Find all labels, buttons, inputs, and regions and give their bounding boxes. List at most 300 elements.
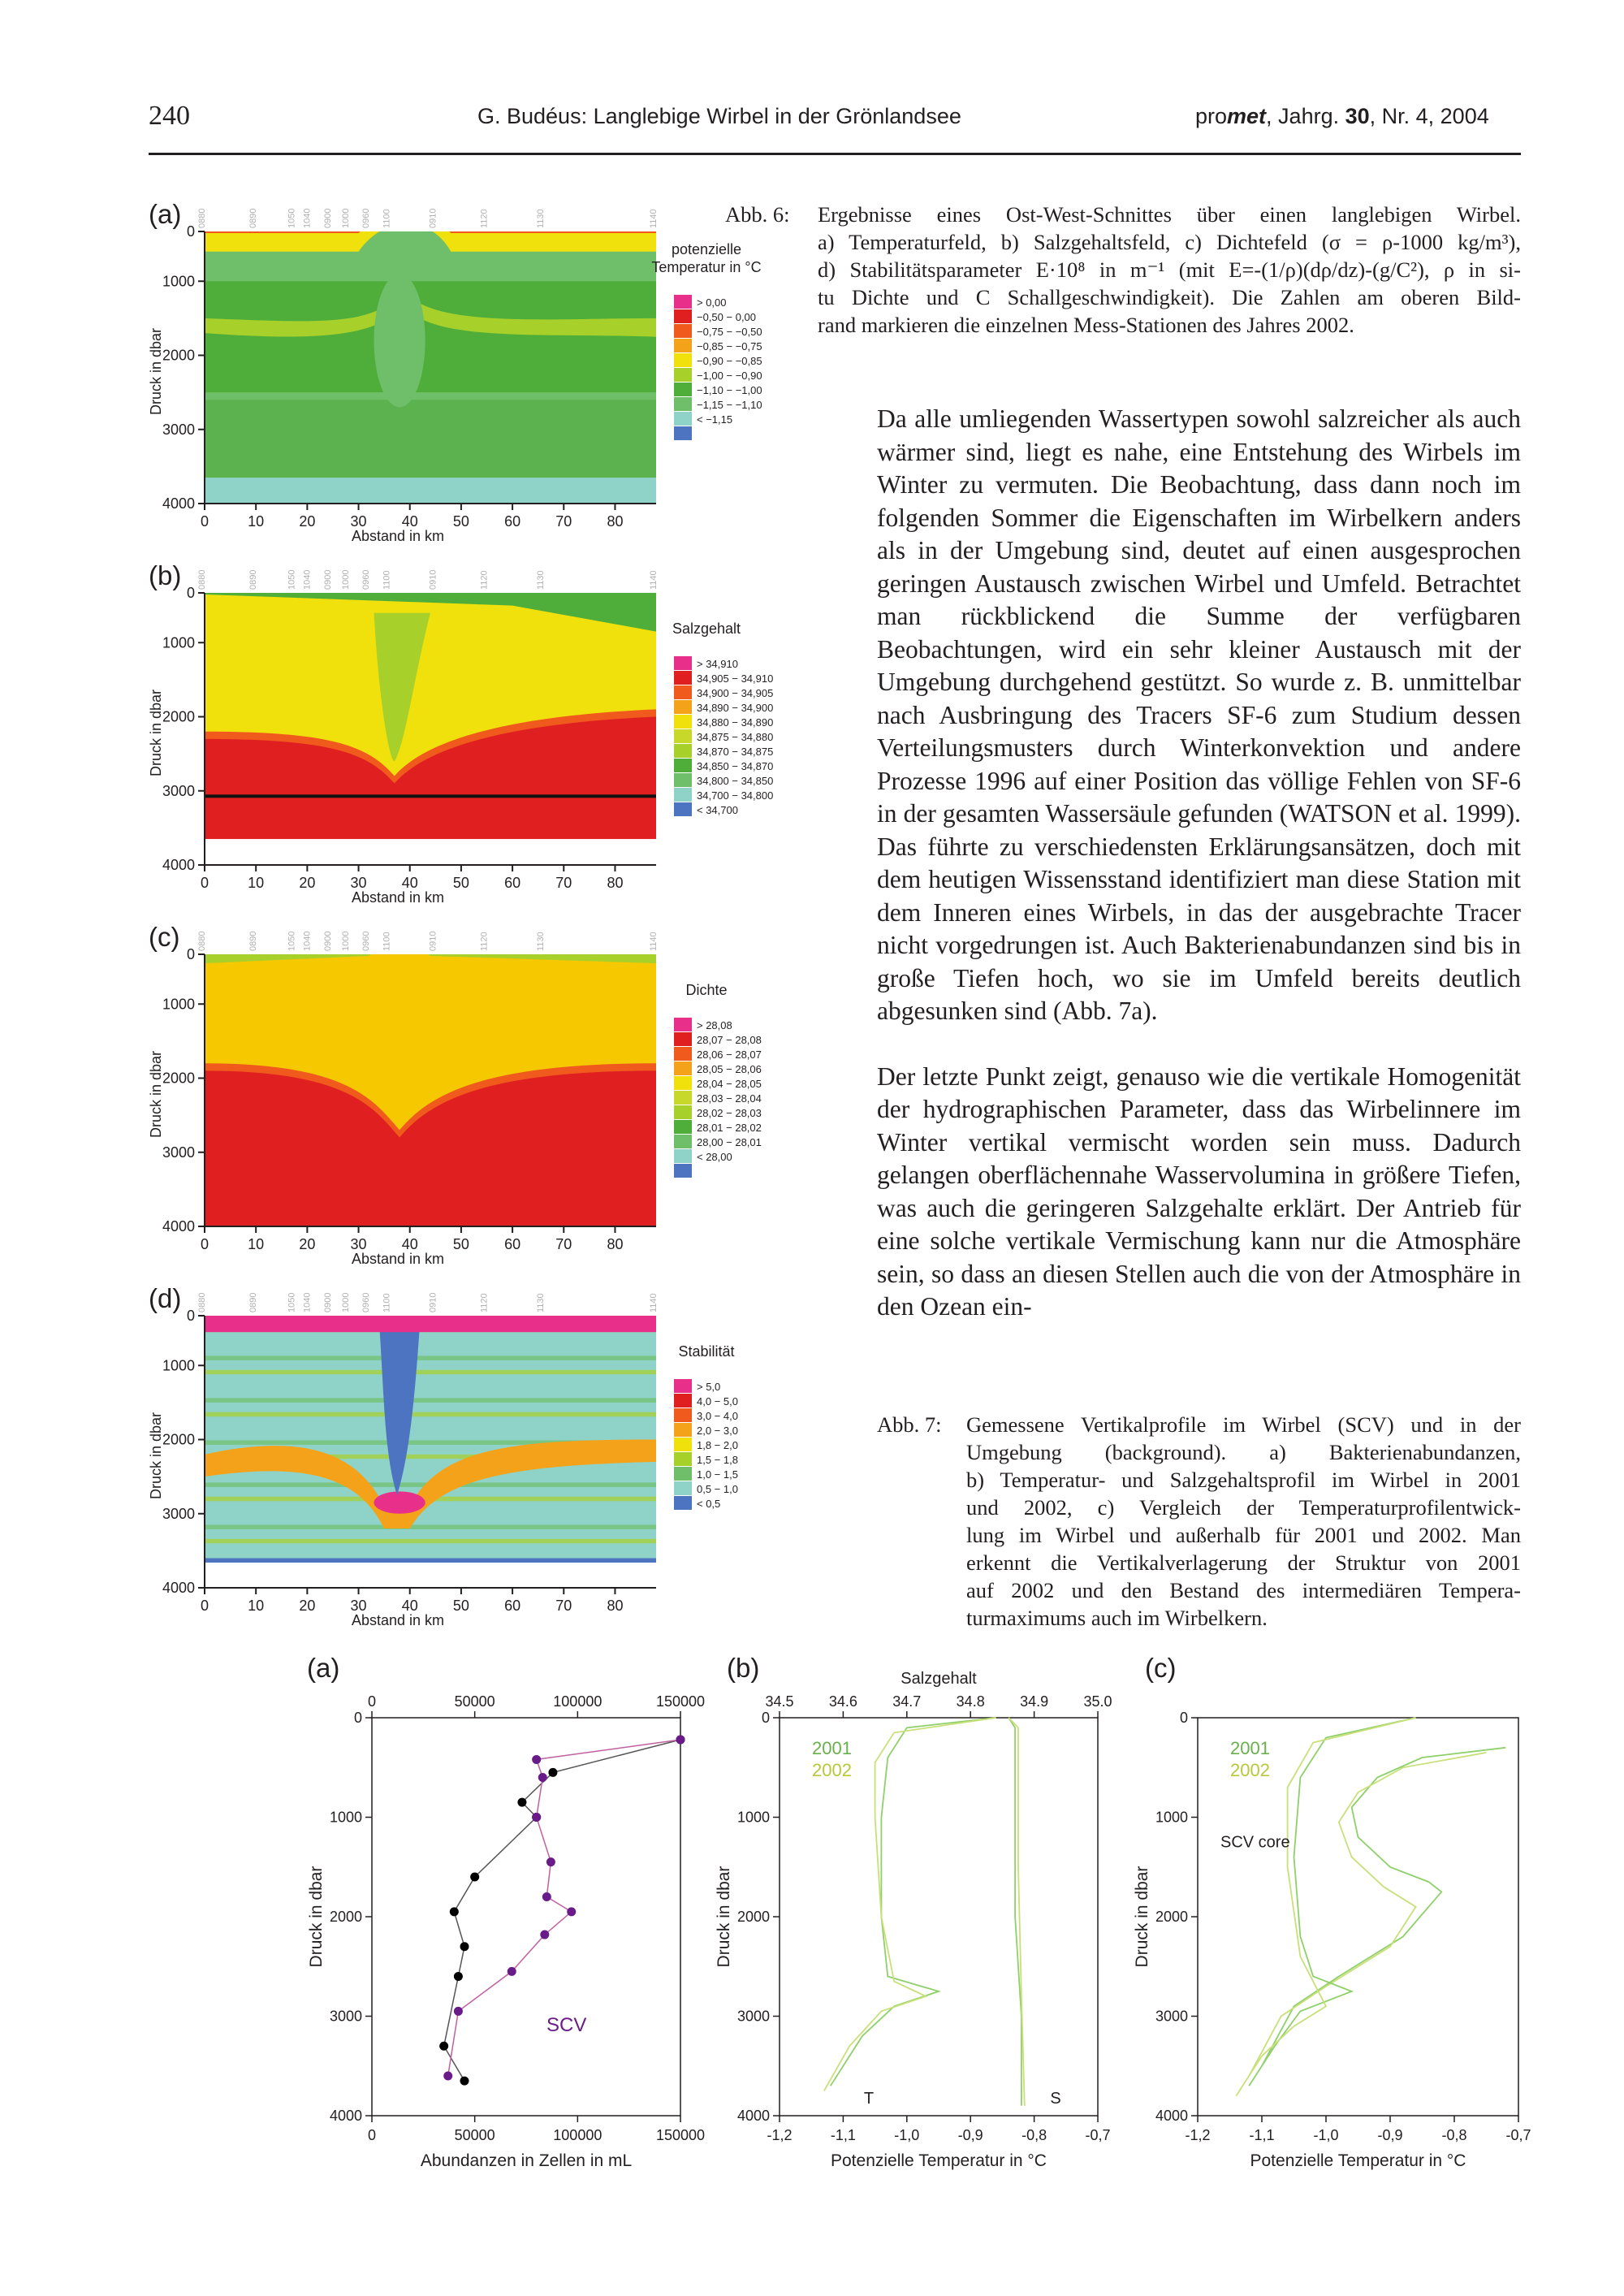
legend-swatch <box>674 1032 692 1046</box>
caption-line: Umgebung (background). a) Bakterienabundanzen, <box>966 1440 1521 1464</box>
x-tick-label: 60 <box>504 1236 521 1252</box>
station-label: 1130 <box>536 1293 546 1312</box>
stability-band <box>205 1524 656 1529</box>
legend-entry: 28,06 − 28,07 <box>697 1049 762 1061</box>
caption-line: d) Stabilitätsparameter E·10⁸ in m⁻¹ (mit E=-(1/ρ)(dρ/dz)-(g/C²), ρ in si- <box>818 257 1521 282</box>
y-tick-label: 3000 <box>162 782 195 799</box>
station-label: 1050 <box>287 931 297 951</box>
legend-entry: −1,15 − −1,10 <box>697 399 762 411</box>
y-tick-label: 1000 <box>162 996 195 1013</box>
field-mid <box>205 281 656 392</box>
journal-italic: met <box>1227 104 1267 128</box>
station-label: 0960 <box>361 931 372 951</box>
station-label: 1140 <box>649 1293 659 1312</box>
x-tick-label: 50 <box>452 1598 469 1614</box>
legend-swatch <box>674 412 692 426</box>
x-tick-label: 10 <box>248 1236 265 1252</box>
x-tick-label: 20 <box>299 875 316 891</box>
section-panel-3 <box>148 1283 738 1628</box>
x-tick-label: -1,0 <box>1313 2127 1339 2143</box>
legend-swatch <box>674 309 692 323</box>
legend-entry: 1,8 − 2,0 <box>697 1439 738 1451</box>
x-top-tick-label: 150000 <box>655 1693 706 1710</box>
station-label: 1040 <box>302 208 313 228</box>
station-label: 0910 <box>428 569 438 590</box>
caption-line: Ergebnisse eines Ost-West-Schnittes über einen langlebigen Wirbel. <box>818 202 1521 227</box>
x2-tick-label: 34.5 <box>765 1693 794 1710</box>
y-tick-label: 2000 <box>162 708 195 725</box>
legend-entry: −1,10 − −1,00 <box>697 384 762 396</box>
y-axis-label: Druck in dbar <box>1133 1866 1151 1968</box>
annotation-scv: SCV <box>546 2013 587 2036</box>
legend-entry: −0,75 − −0,50 <box>697 326 762 338</box>
x-tick-label: 10 <box>248 513 265 530</box>
contour-line <box>205 794 656 798</box>
legend-entry: < −1,15 <box>697 413 733 426</box>
x-tick-label: 0 <box>367 2127 377 2143</box>
running-title: G. Budéus: Langlebige Wirbel in der Grönlandsee <box>477 104 961 128</box>
y-tick-label: 0 <box>1179 1710 1188 1726</box>
caption-line: rand markieren die einzelnen Mess-Stationen des Jahres 2002. <box>818 313 1354 337</box>
legend-swatch <box>674 1481 692 1495</box>
x-axis-label: Abundanzen in Zellen in mL <box>420 2151 633 2170</box>
legend-entry: > 28,08 <box>697 1019 732 1031</box>
station-label: 1040 <box>302 1292 313 1312</box>
legend-entry: −0,50 − 0,00 <box>697 311 757 323</box>
stability-band <box>205 1511 656 1515</box>
section-panel-2 <box>148 922 762 1267</box>
station-label: 0900 <box>322 931 333 951</box>
x-tick-label: -0,8 <box>1441 2127 1467 2143</box>
x-tick-label: 30 <box>350 875 367 891</box>
legend-entry: 34,875 − 34,880 <box>697 731 774 743</box>
caption-line: erkennt die Vertikalverlagerung der Struktur von 2001 <box>966 1550 1521 1575</box>
panel-letter: (a) <box>149 199 182 229</box>
legend-entry: 34,800 − 34,850 <box>697 775 774 787</box>
station-label: 1050 <box>287 569 297 590</box>
data-point <box>450 1907 459 1916</box>
legend-2002: 2002 <box>1230 1760 1270 1780</box>
y-tick-label: 3000 <box>162 421 195 438</box>
x-tick-label: -1,0 <box>894 2127 920 2143</box>
y-tick-label: 4000 <box>1155 2108 1188 2124</box>
curve-label-T: T <box>863 2090 875 2108</box>
stability-band <box>205 1342 656 1346</box>
y-tick-label: 1000 <box>1155 1809 1188 1826</box>
figure-6-svg <box>0 0 812 1641</box>
legend-swatch <box>674 1423 692 1437</box>
station-label: 0910 <box>428 931 438 951</box>
vortex-core <box>374 274 425 407</box>
station-label: 1050 <box>287 1292 297 1312</box>
caption-line: lung im Wirbel und außerhalb für 2001 und 2002. Man <box>966 1523 1521 1547</box>
x-axis-label: Abstand in km <box>351 1251 445 1267</box>
profile-chart-2 <box>1133 1653 1531 2170</box>
y-tick-label: 2000 <box>736 1909 770 1925</box>
legend-swatch <box>674 1091 692 1105</box>
data-point <box>460 1942 469 1951</box>
legend-entry: 34,700 − 34,800 <box>697 789 774 802</box>
legend-swatch <box>674 729 692 743</box>
panel-letter: (c) <box>1145 1653 1177 1683</box>
y-tick-label: 0 <box>186 223 195 240</box>
legend-entry: > 0,00 <box>697 296 727 309</box>
figure-6-caption <box>725 201 1521 355</box>
y-tick-label: 4000 <box>162 495 195 512</box>
y-tick-label: 2000 <box>162 1431 195 1448</box>
station-label: 1130 <box>536 570 546 590</box>
station-label: 1040 <box>302 931 313 951</box>
legend-entry: 28,04 − 28,05 <box>697 1078 762 1090</box>
x-axis-label: Abstand in km <box>351 1612 445 1628</box>
station-label: 1140 <box>649 932 659 951</box>
data-point <box>676 1735 685 1744</box>
legend-swatch <box>674 788 692 802</box>
station-label: 1000 <box>340 208 351 228</box>
x2-tick-label: 35.0 <box>1083 1693 1112 1710</box>
y-axis-label: Druck in dbar <box>307 1866 326 1968</box>
profile-chart-0 <box>307 1653 705 2170</box>
y-tick-label: 0 <box>186 946 195 962</box>
field-bottom <box>205 839 656 865</box>
profile-chart-1 <box>715 1653 1112 2170</box>
station-label: 0880 <box>197 208 207 228</box>
station-label: 0910 <box>428 208 438 228</box>
legend-entry: 0,5 − 1,0 <box>697 1483 738 1495</box>
legend-swatch <box>674 1076 692 1090</box>
legend-entry: 2,0 − 3,0 <box>697 1425 738 1437</box>
curve-label-S: S <box>1050 2090 1061 2108</box>
legend-swatch <box>674 715 692 729</box>
legend-swatch <box>674 339 692 352</box>
legend-swatch <box>674 1062 692 1075</box>
x-tick-label: 80 <box>607 513 624 530</box>
x-tick-label: 0 <box>200 513 209 530</box>
station-label: 0900 <box>322 1292 333 1312</box>
x-tick-label: 50 <box>452 1236 469 1252</box>
journal-volume: 30 <box>1345 104 1370 128</box>
data-point <box>567 1907 576 1916</box>
data-point <box>542 1892 551 1901</box>
panel-letter: (d) <box>149 1283 182 1313</box>
data-point <box>454 1972 463 1981</box>
legend-swatch <box>674 656 692 670</box>
x-tick-label: 70 <box>555 1236 572 1252</box>
legend-swatch <box>674 1105 692 1119</box>
legend-entry: −1,00 − −0,90 <box>697 370 762 382</box>
x2-tick-label: 34.9 <box>1020 1693 1049 1710</box>
legend-swatch <box>674 1394 692 1407</box>
body-text <box>877 403 1521 1324</box>
section-field <box>205 1291 656 1588</box>
x2-tick-label: 34.7 <box>892 1693 922 1710</box>
legend-entry: < 0,5 <box>697 1498 721 1510</box>
caption-line: Gemessene Vertikalprofile im Wirbel (SCV) und in der <box>966 1412 1521 1437</box>
data-point <box>508 1967 516 1976</box>
journal-prefix: pro <box>1195 104 1228 128</box>
legend-swatch <box>674 759 692 772</box>
data-point <box>548 1768 557 1777</box>
figure-6-label: Abb. 6: <box>725 202 790 227</box>
station-label: 0910 <box>428 1292 438 1312</box>
station-label: 0880 <box>197 931 207 951</box>
x-tick-label: 40 <box>401 513 418 530</box>
y-tick-label: 0 <box>186 1308 195 1324</box>
legend-swatch <box>674 1018 692 1031</box>
y-tick-label: 1000 <box>329 1809 362 1826</box>
legend-entry: 34,905 − 34,910 <box>697 672 774 685</box>
x-tick-label: 10 <box>248 875 265 891</box>
x-axis-label: Potenzielle Temperatur in °C <box>831 2151 1047 2170</box>
legend-swatch <box>674 1452 692 1466</box>
x-tick-label: 20 <box>299 1236 316 1252</box>
y-tick-label: 4000 <box>162 857 195 873</box>
legend-entry: 28,01 − 28,02 <box>697 1122 762 1134</box>
x-axis-label: Abstand in km <box>351 889 445 906</box>
legend-swatch <box>674 324 692 338</box>
caption-line: auf 2002 und den Bestand des intermediären Tempera- <box>966 1578 1521 1602</box>
station-label: 0890 <box>248 569 259 590</box>
x-tick-label: 60 <box>504 513 521 530</box>
plot-frame <box>372 1718 680 2116</box>
caption-line: und 2002, c) Vergleich der Temperaturprofilentwick- <box>966 1495 1521 1520</box>
legend-entry: 28,02 − 28,03 <box>697 1107 762 1119</box>
x-tick-label: 0 <box>200 875 209 891</box>
data-point <box>532 1813 541 1822</box>
legend-entry: 3,0 − 4,0 <box>697 1410 738 1422</box>
legend-entry: 1,0 − 1,5 <box>697 1468 738 1481</box>
y-tick-label: 4000 <box>162 1218 195 1234</box>
section-field <box>205 569 656 865</box>
station-label: 1130 <box>536 932 546 951</box>
panel-letter: (b) <box>149 560 182 590</box>
x-tick-label: 80 <box>607 875 624 891</box>
station-label: 0960 <box>361 1292 372 1312</box>
station-label: 1120 <box>479 209 490 228</box>
x-top-tick-label: 100000 <box>553 1693 603 1710</box>
legend-title: Dichte <box>685 982 728 998</box>
x2-tick-label: 34.8 <box>956 1693 985 1710</box>
legend-swatch <box>674 1496 692 1510</box>
caption-line: turmaximums auch im Wirbelkern. <box>966 1606 1268 1630</box>
y-axis-label: Druck in dbar <box>148 689 164 777</box>
journal-issue: , Nr. 4, 2004 <box>1369 104 1489 128</box>
y-tick-label: 1000 <box>162 634 195 651</box>
x-tick-label: -0,7 <box>1085 2127 1111 2143</box>
station-label: 0880 <box>197 569 207 590</box>
stability-band <box>205 1539 656 1543</box>
x-tick-label: 20 <box>299 1598 316 1614</box>
section-field <box>205 207 656 504</box>
x-tick-label: 70 <box>555 513 572 530</box>
section-field <box>205 930 656 1226</box>
y-tick-label: 2000 <box>162 1070 195 1087</box>
station-label: 0890 <box>248 208 259 228</box>
legend-swatch <box>674 426 692 440</box>
figure-7-svg <box>0 1649 1624 2185</box>
legend-entry: 34,890 − 34,900 <box>697 702 774 714</box>
station-label: 1050 <box>287 208 297 228</box>
y-tick-label: 3000 <box>162 1505 195 1522</box>
legend-entry: 34,880 − 34,890 <box>697 716 774 729</box>
legend-swatch <box>674 1379 692 1393</box>
x-tick-label: 60 <box>504 1598 521 1614</box>
station-label: 1120 <box>479 570 490 590</box>
legend-swatch <box>674 368 692 382</box>
x-tick-label: 30 <box>350 1598 367 1614</box>
legend-swatch <box>674 1120 692 1134</box>
stability-band <box>205 1412 656 1416</box>
station-label: 1120 <box>479 1293 490 1312</box>
x-tick-label: 0 <box>200 1598 209 1614</box>
station-label: 1100 <box>382 1293 392 1312</box>
stability-band <box>205 1426 656 1430</box>
data-point <box>517 1798 526 1807</box>
x-tick-label: 70 <box>555 1598 572 1614</box>
station-label: 1100 <box>382 932 392 951</box>
x-tick-label: 50 <box>452 513 469 530</box>
x-tick-label: 40 <box>401 1598 418 1614</box>
data-point <box>546 1857 555 1866</box>
station-label: 0900 <box>322 569 333 590</box>
legend-title: Temperatur in °C <box>651 259 762 275</box>
panel-letter: (c) <box>149 922 180 952</box>
legend-entry: > 34,910 <box>697 658 738 670</box>
x-tick-label: 0 <box>200 1236 209 1252</box>
legend-entry: 1,5 − 1,8 <box>697 1454 738 1466</box>
x-tick-label: 20 <box>299 513 316 530</box>
y-tick-label: 3000 <box>1155 2008 1188 2025</box>
x-tick-label: -1,2 <box>767 2127 793 2143</box>
legend-swatch <box>674 1408 692 1422</box>
paragraph-1: Da alle umliegenden Wassertypen sowohl salzreicher als auch wärmer sind, liegt es nahe, eine Entstehung des Wirbels im Winter zu vermuten. Die Beobachtung, dass dann noch im folgenden Sommer die Eigenschaften im Wirbelkern anders als in der Umgebung sind, deutet auf einen ausgesprochen geringen Austausch zwischen Wirbel und Umfeld. Betrachtet man rückblickend die Summe der verfügbaren Beobachtungen, wird ein sehr kleiner Austausch mit der Umgebung durchgehend gestützt. So wurde z. B. unmittelbar nach Ausbringung des Tracers SF-6 zum Studium dessen Verteilungsmusters durch Winterkonvektion und andere Prozesse 1996 auf einer Position das völlige Fehlen von SF-6 in der gesamten Wassersäule gefunden (WATSON et al. 1999). Das führte zu verschiedensten Erklärungsansätzen, doch mit dem heutigen Wissensstand identifiziert man diese Station mit dem Inneren eines Wirbels, in das der ausgebrachte Tracer nicht vorgedrungen ist. Auch Bakterienabundanzen sind bis in große Tiefen hoch, wo sie im Umfeld bereits deutlich abgesunken sind (Abb. 7a). <box>877 404 1521 1025</box>
station-label: 0880 <box>197 1292 207 1312</box>
data-point <box>443 2072 452 2081</box>
legend-swatch <box>674 1438 692 1451</box>
legend-entry: < 28,00 <box>697 1151 732 1163</box>
legend-entry: 34,870 − 34,875 <box>697 746 774 758</box>
caption-line: tu Dichte und C Schallgeschwindigkeit). Die Zahlen am oberen Bild- <box>818 285 1521 309</box>
stability-band <box>205 1398 656 1402</box>
legend-swatch <box>674 1047 692 1061</box>
station-label: 1120 <box>479 932 490 951</box>
station-label: 0960 <box>361 208 372 228</box>
x-tick-label: 40 <box>401 875 418 891</box>
station-label: 0900 <box>322 208 333 228</box>
y-tick-label: 3000 <box>162 1144 195 1161</box>
x-tick-label: 50000 <box>454 2127 495 2143</box>
station-label: 1000 <box>340 1292 351 1312</box>
legend-swatch <box>674 685 692 699</box>
legend-2002: 2002 <box>812 1760 852 1780</box>
legend-swatch <box>674 744 692 758</box>
x-top-tick-label: 0 <box>367 1693 377 1710</box>
data-point <box>538 1773 547 1782</box>
y-tick-label: 0 <box>186 585 195 601</box>
x-tick-label: 100000 <box>553 2127 603 2143</box>
series-line <box>1249 1753 1486 2076</box>
station-label: 1100 <box>382 209 392 228</box>
stability-band <box>205 1553 656 1557</box>
y-tick-label: 3000 <box>736 2008 770 2025</box>
legend-entry: 4,0 − 5,0 <box>697 1395 738 1407</box>
x2-tick-label: 34.6 <box>828 1693 857 1710</box>
y-tick-label: 0 <box>353 1710 362 1726</box>
x-top-tick-label: 50000 <box>454 1693 495 1710</box>
field-bottom <box>205 1562 656 1588</box>
station-label: 1000 <box>340 931 351 951</box>
legend-entry: 34,900 − 34,905 <box>697 687 774 699</box>
section-panel-0 <box>148 199 762 544</box>
legend-2001: 2001 <box>1230 1738 1270 1758</box>
x-tick-label: 30 <box>350 1236 367 1252</box>
x-tick-label: -0,9 <box>957 2127 983 2143</box>
caption-line: b) Temperatur- und Salzgehaltsprofil im Wirbel in 2001 <box>966 1468 1521 1492</box>
figure-7 <box>0 1649 1624 2185</box>
y-tick-label: 2000 <box>1155 1909 1188 1925</box>
annotation-scv-core: SCV core <box>1220 1833 1290 1852</box>
legend-entry: −0,85 − −0,75 <box>697 340 762 352</box>
legend-title: Salzgehalt <box>672 620 741 637</box>
legend-entry: 28,05 − 28,06 <box>697 1063 762 1075</box>
y-tick-label: 4000 <box>736 2108 770 2124</box>
data-point <box>439 2042 448 2051</box>
x-tick-label: -1,2 <box>1185 2127 1211 2143</box>
y-tick-label: 1000 <box>162 1357 195 1374</box>
legend-entry: 34,850 − 34,870 <box>697 760 774 772</box>
legend-entry: < 34,700 <box>697 804 738 816</box>
paragraph-2: Der letzte Punkt zeigt, genauso wie die vertikale Homogenität der hydrographischen Parameter, dass das Wirbelinnere im Winter vertikal vermischt worden sein muss. Dadurch gelangen oberflächennahe Wasservolumina in größere Tiefen, was auch die geringeren Salzgehalte erklärt. Der Antrieb für eine solche vertikale Vermischung kann nur die Atmosphäre sein, so dass an diesen Stellen auch die von der Atmosphäre in den Ozean ein- <box>877 1062 1521 1321</box>
y-tick-label: 1000 <box>162 273 195 290</box>
legend-swatch <box>674 773 692 787</box>
section-panel-1 <box>148 560 773 906</box>
legend-swatch <box>674 1164 692 1178</box>
data-point <box>454 2007 463 2016</box>
y-tick-label: 4000 <box>329 2108 362 2124</box>
bottom-band <box>205 1559 656 1563</box>
figure-7-caption <box>877 1411 1521 1638</box>
legend-entry: −0,90 − −0,85 <box>697 355 762 367</box>
stability-band <box>205 1370 656 1374</box>
legend-swatch <box>674 383 692 396</box>
x-tick-label: 40 <box>401 1236 418 1252</box>
legend-swatch <box>674 700 692 714</box>
legend-swatch <box>674 397 692 411</box>
legend-swatch <box>674 802 692 816</box>
data-point <box>532 1755 541 1764</box>
legend-swatch <box>674 1467 692 1481</box>
x-tick-label: 10 <box>248 1598 265 1614</box>
y-axis-label: Druck in dbar <box>715 1866 733 1968</box>
legend-entry: > 5,0 <box>697 1381 721 1393</box>
station-label: 1000 <box>340 569 351 590</box>
legend-swatch <box>674 295 692 309</box>
stability-band <box>205 1356 656 1360</box>
page-number: 240 <box>149 101 190 131</box>
legend-entry: 28,00 − 28,01 <box>697 1136 762 1148</box>
legend-entry: 28,07 − 28,08 <box>697 1034 762 1046</box>
y-tick-label: 1000 <box>736 1809 770 1826</box>
y-tick-label: 2000 <box>329 1909 362 1925</box>
legend-swatch <box>674 1149 692 1163</box>
legend-title: potenzielle <box>671 241 742 257</box>
series-line <box>1009 1718 1025 2106</box>
x-tick-label: -1,1 <box>1249 2127 1275 2143</box>
station-label: 0890 <box>248 1292 259 1312</box>
station-label: 1140 <box>649 209 659 228</box>
x-tick-label: -1,1 <box>830 2127 856 2143</box>
data-point <box>470 1873 479 1882</box>
